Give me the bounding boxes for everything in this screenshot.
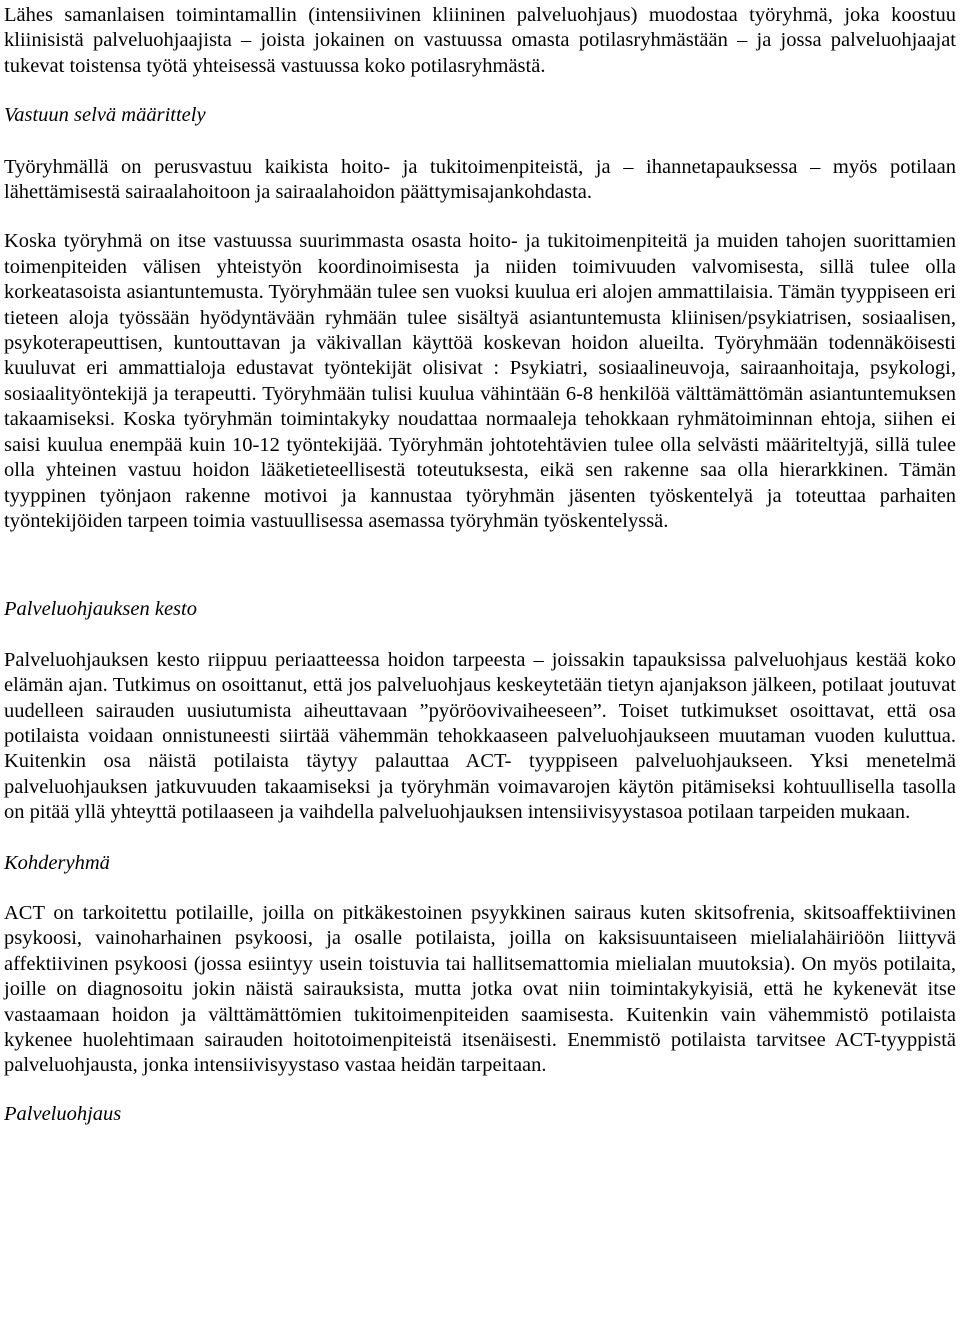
section-heading-target-group: Kohderyhmä xyxy=(4,851,110,874)
document-page xyxy=(4,3,956,1127)
section-heading-responsibility: Vastuun selvä määrittely xyxy=(4,104,206,127)
responsibility-paragraph-1: Työryhmällä on perusvastuu kaikista hoito- ja tukitoimenpiteistä, ja – ihannetapauksessa – myös potilaan lähettämisestä sairaalahoitoon ja sairaalahoidon päättymisajankohdasta. xyxy=(4,155,956,204)
target-group-paragraph: ACT on tarkoitettu potilaille, joilla on pitkäkestoinen psyykkinen sairaus kuten skitsofrenia, skitsoaffektiivinen psykoosi, vainoharhainen psykoosi, ja osalle potilaista, joilla on kaksisuuntaiseen mielialahäiriöön liittyvä affektiivinen psykoosi (jossa esiintyy usein toistuvia tai hallitsemattomia mielialan muutoksia). On myös potilaita, joille on diagnosoitu jokin näistä sairauksista, mutta jotka ovat niin toimintakykyisiä, että he kykenevät itse vastaamaan hoidon ja välttämättömien tukitoimenpiteiden saamisesta. Kuitenkin vain vähemmistö potilaista kykenee huolehtimaan sairauden hoitotoimenpiteistä itsenäisesti. Enemmistö potilaista tarvitsee ACT-tyyppistä palveluohjausta, jonka intensiivisyystaso vastaa heidän tarpeitaan. xyxy=(4,901,956,1077)
section-heading-duration: Palveluohjauksen kesto xyxy=(4,598,197,621)
responsibility-paragraph-2: Koska työryhmä on itse vastuussa suurimmasta osasta hoito- ja tukitoimenpiteitä ja muiden tahojen suorittamien toimenpiteiden välisen yhteistyön koordinoimisesta ja niiden toimivuuden valvomisesta, sillä tulee olla korkeatasoista asiantuntemusta. Työryhmään tulee sen vuoksi kuulua eri alojen ammattilaisia. Tämän tyyppiseen eri tieteen aloja työssään hyödyntävään ryhmään tulee sisältyä asiantuntemusta kliinisen/psykiatrisen, sosiaalisen, psykoterapeuttisen, kuntouttavan ja väkivallan käyttöä koskevan hoidon alueilta. Työryhmään todennäköisesti kuuluvat eri ammattialoja edustavat työntekijät olisivat : Psykiatri, sosiaalineuvoja, sairaanhoitaja, psykologi, sosiaalityöntekijä ja terapeutti. Työryhmään tulisi kuulua vähintään 6-8 henkilöä välttämättömän asiantuntemuksen takaamiseksi. Koska työryhmän toimintakyky noudattaa normaaleja tehokkaan ryhmätoiminnan ehtoja, siihen ei saisi kuulua enempää kuin 10-12 työntekijää. Työryhmän johtotehtävien tulee olla selvästi määriteltyjä, sillä tulee olla yhteinen vastuu hoidon lääketieteellisestä toteutuksesta, eikä sen rakenne saa olla hierarkkinen. Tämän tyyppinen työnjaon rakenne motivoi ja kannustaa työryhmän jäsenten työskentelyä ja toteuttaa parhaiten työntekijöiden tarpeen toimia vastuullisessa asemassa työryhmän työskentelyssä. xyxy=(4,230,956,532)
intro-paragraph: Lähes samanlaisen toimintamallin (intensiivinen kliininen palveluohjaus) muodostaa työryhmä, joka koostuu kliinisistä palveluohjaajista – joista jokainen on vastuussa omasta potilasryhmästään – ja jossa palveluohjaajat tukevat toistensa työtä yhteisessä vastuussa koko potilasryhmästä. xyxy=(4,4,956,77)
section-heading-case-management: Palveluohjaus xyxy=(4,1102,122,1125)
duration-paragraph: Palveluohjauksen kesto riippuu periaatteessa hoidon tarpeesta – joissakin tapauksissa palveluohjaus kestää koko elämän ajan. Tutkimus on osoittanut, että jos palveluohjaus keskeytetään tietyn ajanjakson jälkeen, potilaat joutuvat uudelleen sairauden uusiutumista aiheuttavaan ”pyöröovivaiheeseen”. Toiset tutkimukset osoittavat, että osa potilaista voidaan onnistuneesti siirtää vähemmän tehokkaaseen palveluohjaukseen muutaman vuoden kuluttua. Kuitenkin osa näistä potilaista täytyy palauttaa ACT- tyyppiseen palveluohjaukseen. Yksi menetelmä palveluohjauksen jatkuvuuden takaamiseksi ja työryhmän voimavarojen käytön pitämiseksi kohtuullisella tasolla on pitää yllä yhteyttä potilaaseen ja vaihdella palveluohjauksen intensiivisyystasoa potilaan tarpeiden mukaan. xyxy=(4,648,956,824)
